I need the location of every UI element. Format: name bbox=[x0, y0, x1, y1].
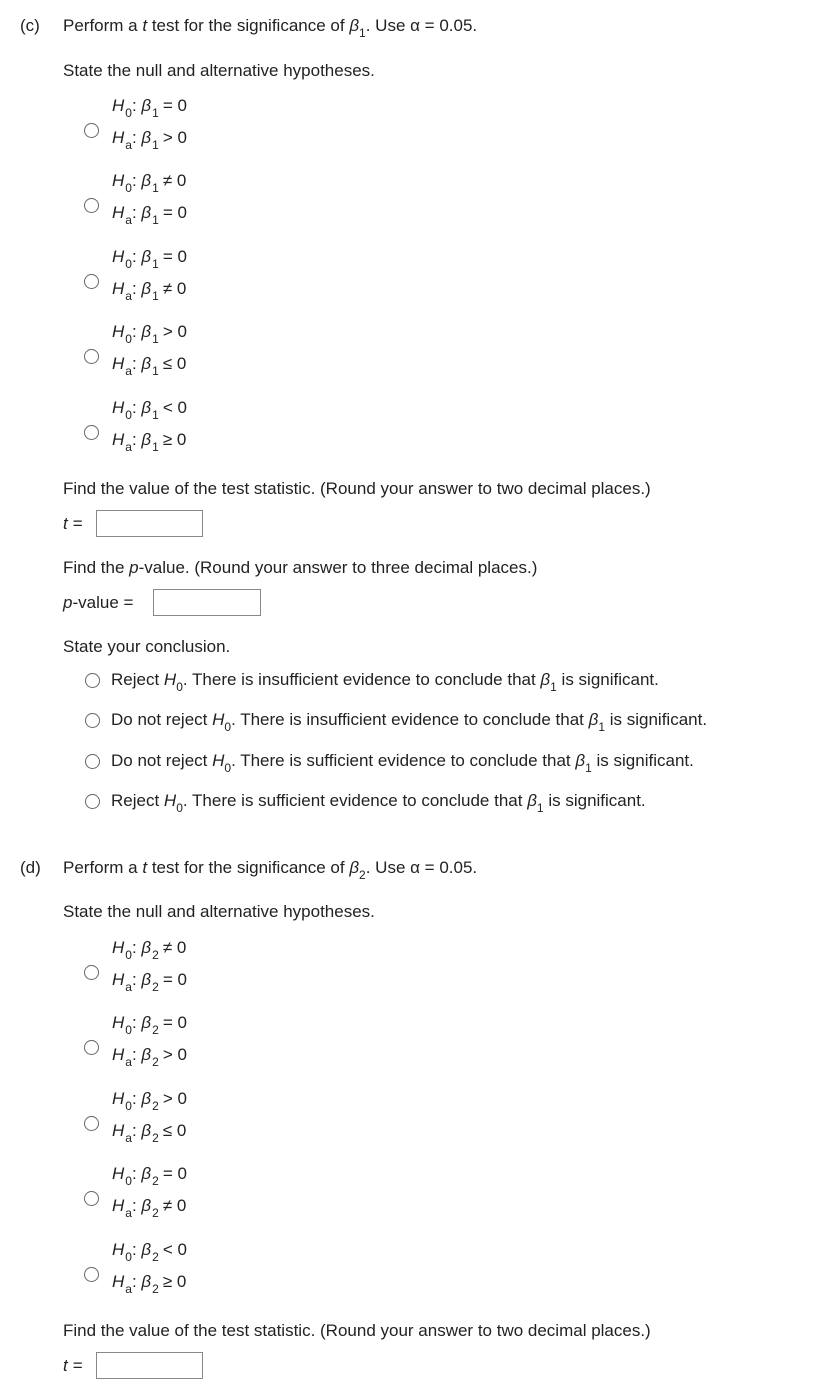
hypothesis-option[interactable] bbox=[0, 247, 820, 320]
part-c-prompt: Perform a t test for the significance of $\beta_1$. Use α = 0.05. bbox=[63, 16, 478, 40]
conclusion-option[interactable] bbox=[0, 710, 820, 736]
conclusion-text: Reject $H_0$. There is sufficient evidence to conclude that $\beta_1$ is significant. bbox=[111, 791, 646, 815]
radio-button[interactable] bbox=[84, 349, 99, 364]
hypothesis-option[interactable] bbox=[0, 1013, 820, 1086]
radio-button[interactable] bbox=[85, 713, 100, 728]
radio-button[interactable] bbox=[85, 673, 100, 688]
part-c-pvalue-label: p-value = bbox=[63, 593, 134, 612]
part-c-test-statistic-input[interactable] bbox=[96, 510, 203, 537]
hypothesis-alternative: $H_a$: $\beta_2 \le 0$ bbox=[112, 1121, 187, 1145]
part-d-prompt: Perform a t test for the significance of $\beta_2$. Use α = 0.05. bbox=[63, 858, 478, 882]
hypothesis-alternative: $H_a$: $\beta_1 > 0$ bbox=[112, 128, 187, 152]
hypothesis-null: $H_0$: $\beta_1 < 0$ bbox=[112, 398, 187, 422]
conclusion-option[interactable] bbox=[0, 791, 820, 817]
part-c-pvalue-prompt: Find the p-value. (Round your answer to three decimal places.) bbox=[63, 558, 538, 577]
hypothesis-alternative: $H_a$: $\beta_1 \ge 0$ bbox=[112, 430, 187, 454]
hypothesis-option[interactable] bbox=[0, 96, 820, 169]
hypothesis-null: $H_0$: $\beta_2 \ne 0$ bbox=[112, 938, 187, 962]
radio-button[interactable] bbox=[84, 198, 99, 213]
hypothesis-option[interactable] bbox=[0, 1089, 820, 1162]
hypothesis-null: $H_0$: $\beta_2 > 0$ bbox=[112, 1089, 187, 1113]
hypothesis-null: $H_0$: $\beta_1 \ne 0$ bbox=[112, 171, 187, 195]
hypothesis-option[interactable] bbox=[0, 1164, 820, 1237]
radio-button[interactable] bbox=[85, 754, 100, 769]
radio-button[interactable] bbox=[84, 1116, 99, 1131]
hypothesis-alternative: $H_a$: $\beta_1 = 0$ bbox=[112, 203, 187, 227]
part-c-stat-label: t = bbox=[63, 514, 83, 533]
part-d-stat-label: t = bbox=[63, 1356, 83, 1375]
conclusion-option[interactable] bbox=[0, 751, 820, 777]
radio-button[interactable] bbox=[84, 274, 99, 289]
hypothesis-option[interactable] bbox=[0, 938, 820, 1011]
conclusion-text: Do not reject $H_0$. There is insufficient evidence to conclude that $\beta_1$ is significant. bbox=[111, 710, 708, 734]
hypothesis-alternative: $H_a$: $\beta_2 \ne 0$ bbox=[112, 1196, 187, 1220]
part-d-stat-prompt: Find the value of the test statistic. (Round your answer to two decimal places.) bbox=[63, 1321, 651, 1340]
hypothesis-alternative: $H_a$: $\beta_2 = 0$ bbox=[112, 970, 187, 994]
radio-button[interactable] bbox=[84, 123, 99, 138]
part-c-label: (c) bbox=[20, 16, 40, 35]
part-c-pvalue-input[interactable] bbox=[153, 589, 261, 616]
part-d-test-statistic-input[interactable] bbox=[96, 1352, 203, 1379]
part-d-header bbox=[0, 858, 820, 882]
part-d-hyp-heading: State the null and alternative hypotheses. bbox=[63, 902, 375, 921]
conclusion-text: Reject $H_0$. There is insufficient evidence to conclude that $\beta_1$ is significant. bbox=[111, 670, 659, 694]
hypothesis-null: $H_0$: $\beta_1 = 0$ bbox=[112, 247, 187, 271]
hypothesis-null: $H_0$: $\beta_2 = 0$ bbox=[112, 1164, 187, 1188]
hypothesis-option[interactable] bbox=[0, 322, 820, 395]
radio-button[interactable] bbox=[84, 965, 99, 980]
radio-button[interactable] bbox=[84, 1040, 99, 1055]
hypothesis-null: $H_0$: $\beta_1 > 0$ bbox=[112, 322, 187, 346]
hypothesis-alternative: $H_a$: $\beta_1 \ne 0$ bbox=[112, 279, 187, 303]
radio-button[interactable] bbox=[84, 1267, 99, 1282]
part-c-conclusion-heading: State your conclusion. bbox=[63, 637, 231, 656]
hypothesis-null: $H_0$: $\beta_2 = 0$ bbox=[112, 1013, 187, 1037]
part-d-label: (d) bbox=[20, 858, 41, 877]
radio-button[interactable] bbox=[84, 425, 99, 440]
hypothesis-alternative: $H_a$: $\beta_2 > 0$ bbox=[112, 1045, 187, 1069]
hypothesis-null: $H_0$: $\beta_2 < 0$ bbox=[112, 1240, 187, 1264]
part-c-stat-prompt: Find the value of the test statistic. (Round your answer to two decimal places.) bbox=[63, 479, 651, 498]
radio-button[interactable] bbox=[85, 794, 100, 809]
conclusion-text: Do not reject $H_0$. There is sufficient evidence to conclude that $\beta_1$ is significant. bbox=[111, 751, 694, 775]
hypothesis-alternative: $H_a$: $\beta_1 \le 0$ bbox=[112, 354, 187, 378]
hypothesis-option[interactable] bbox=[0, 398, 820, 471]
part-c-header bbox=[0, 16, 820, 40]
hypothesis-option[interactable] bbox=[0, 171, 820, 244]
part-c-hyp-heading: State the null and alternative hypotheses. bbox=[63, 61, 375, 80]
hypothesis-null: $H_0$: $\beta_1 = 0$ bbox=[112, 96, 187, 120]
hypothesis-alternative: $H_a$: $\beta_2 \ge 0$ bbox=[112, 1272, 187, 1296]
radio-button[interactable] bbox=[84, 1191, 99, 1206]
hypothesis-option[interactable] bbox=[0, 1240, 820, 1313]
conclusion-option[interactable] bbox=[0, 670, 820, 696]
